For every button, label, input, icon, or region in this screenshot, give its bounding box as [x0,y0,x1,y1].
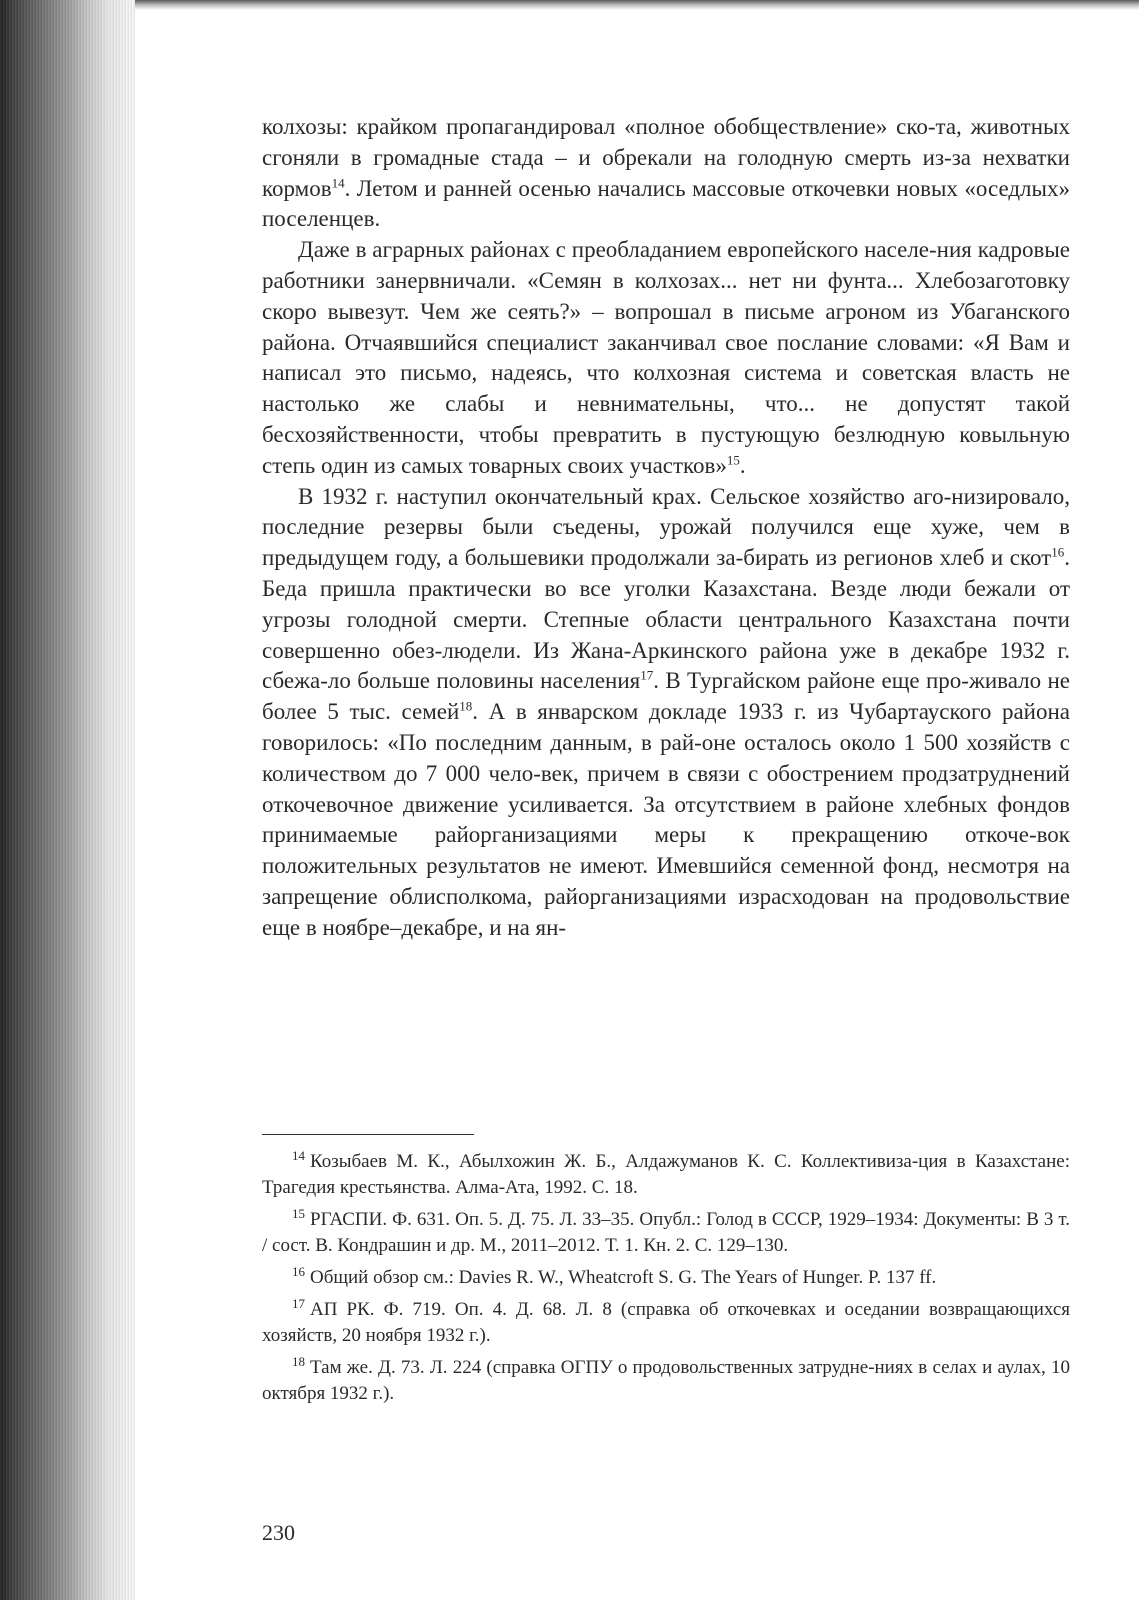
footnote-number: 14 [292,1147,305,1163]
footnote-ref: 16 [1051,544,1065,560]
paragraph-text: . [739,452,746,478]
footnotes [262,1149,1070,1413]
paragraph [262,235,1070,481]
footnote-text: АП РК. Ф. 719. Оп. 4. Д. 68. Л. 8 (справка об откочевках и оседании возвращающихся хозяйств, 20 ноября 1932 г.). [262,1299,1070,1346]
footnote-rule [262,1134,474,1135]
page-top-shadow [135,0,1139,10]
paragraph-text: . В Тургайском районе еще про-живало не более 5 тыс. семей [262,668,1070,725]
footnote-text: Общий обзор см.: Davies R. W., Wheatcroft S. G. The Years of Hunger. P. 137 ff. [310,1267,937,1288]
footnote-text: Козыбаев М. К., Абылхожин Ж. Б., Алдажуманов К. С. Коллективиза-ция в Казахстане: Трагедия крестьянства. Алма-Ата, 1992. С. 18. [262,1151,1070,1198]
footnote-ref: 17 [640,667,654,683]
footnote [262,1149,1070,1201]
paragraph [262,112,1070,235]
footnote [262,1265,1070,1291]
footnote-text: Там же. Д. 73. Л. 224 (справка ОГПУ о продовольственных затрудне-ниях в селах и аулах, 10 октября 1932 г.). [262,1357,1070,1404]
footnote-ref: 15 [726,452,740,468]
footnote-ref: 14 [331,174,345,190]
footnote-ref: 18 [459,698,473,714]
footnote-number: 15 [292,1205,305,1221]
paragraph-text: . А в январском докладе 1933 г. из Чубартауского района говорилось: «По последним данным, в рай-оне осталось около 1 500 хозяйств с количеством до 7 000 чело-век, причем в связи с обострением продзатруднений откочевочное движение усиливается. За отсутствием в районе хлебных фондов принимаемые райорганизациями меры к прекращению откоче-вок положительных результатов не имеют. Имевшийся семенной фонд, несмотря на запрещение облисполкома, райорганизациями израсходован на продовольствие еще в ноябре–декабре, и на ян- [262,699,1070,940]
book-page-edge [0,0,135,1600]
footnote [262,1207,1070,1259]
footnote-number: 16 [292,1263,305,1279]
page-number: 230 [262,1520,295,1545]
body-text [262,112,1070,944]
paragraph-text: . Летом и ранней осенью начались массовые откочевки новых «оседлых» поселенцев. [262,175,1070,232]
paragraph-text: В 1932 г. наступил окончательный крах. Сельское хозяйство аго-низировало, последние резервы были съедены, урожай получился еще хуже, чем в предыдущем году, а большевики продолжали за-бирать из регионов хлеб и скот [262,483,1070,571]
footnote [262,1297,1070,1349]
paragraph-text: колхозы: крайком пропагандировал «полное обобществление» ско-та, животных сгоняли в громадные стада – и обрекали на голодную смерть из-за нехватки кормов [262,114,1070,201]
paragraph [262,482,1070,944]
footnote-text: РГАСПИ. Ф. 631. Оп. 5. Д. 75. Л. 33–35. Опубл.: Голод в СССР, 1929–1934: Документы: В 3 т. / сост. В. Кондрашин и др. М., 2011–2012. Т. 1. Кн. 2. С. 129–130. [262,1209,1070,1256]
paragraph-text: Даже в аграрных районах с преобладанием европейского населе-ния кадровые работники занервничали. «Семян в колхозах... нет ни фунта... Хлебозаготовку скоро вывезут. Чем же сеять?» – вопрошал в письме агроном из Убаганского района. Отчаявшийся специалист заканчивал свое послание словами: «Я Вам и написал это письмо, надеясь, что колхозная система и советская власть не настолько же слабы и невнимательны, что... не допустят такой бесхозяйственности, чтобы превратить в пустующую безлюдную ковыльную степь один из самых товарных своих участков» [262,237,1070,478]
footnote-number: 17 [292,1295,305,1311]
footnote [262,1355,1070,1407]
paragraph-text: . Беда пришла практически во все уголки Казахстана. Везде люди бежали от угрозы голодной смерти. Степные области центрального Казахстана почти совершенно обез-людели. Из Жана-Аркинского района уже в декабре 1932 г. сбежа-ло больше половины населения [262,545,1070,694]
footnote-number: 18 [292,1353,305,1369]
